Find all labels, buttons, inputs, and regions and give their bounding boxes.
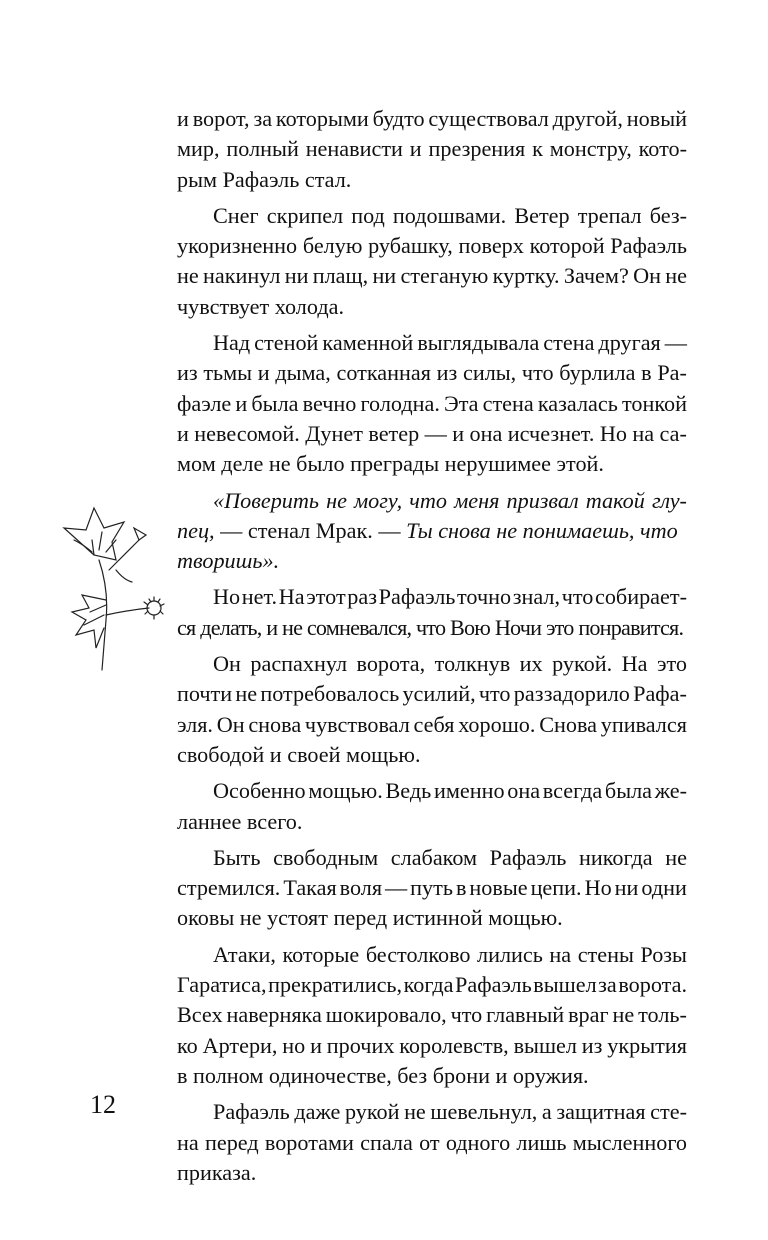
word: от bbox=[419, 1129, 440, 1155]
word: Снег bbox=[213, 202, 259, 228]
word: накинул bbox=[203, 263, 281, 289]
word: Атаки, bbox=[213, 941, 276, 967]
text-fragment: Ты снова не понимаешь, что bbox=[406, 517, 678, 543]
text-line: приказа. bbox=[177, 1159, 257, 1185]
paragraph-1 bbox=[177, 104, 687, 195]
word: укрытия bbox=[607, 1032, 687, 1058]
text-line: ланнее всего. bbox=[177, 808, 303, 834]
word: без- bbox=[649, 202, 687, 228]
text-line: чувствует холода. bbox=[177, 293, 345, 319]
body-text bbox=[177, 104, 687, 1188]
word: хорошо. bbox=[458, 711, 536, 737]
word: Такая bbox=[283, 875, 337, 901]
text-line bbox=[177, 358, 687, 388]
word: стена bbox=[543, 330, 595, 356]
word: но bbox=[282, 1032, 306, 1058]
word: собирает- bbox=[594, 584, 687, 610]
word: и bbox=[310, 1032, 322, 1058]
paragraph-2 bbox=[177, 201, 687, 322]
word: точно bbox=[457, 584, 512, 610]
word: не bbox=[404, 1099, 426, 1125]
word: исчезнет. bbox=[507, 420, 595, 446]
word: мысленного bbox=[572, 1129, 687, 1155]
text-line: в полном одиночестве, без брони и оружия. bbox=[177, 1062, 589, 1088]
text-line bbox=[177, 261, 687, 291]
paragraph-7 bbox=[177, 776, 687, 837]
word: Он bbox=[213, 651, 241, 677]
word: Розы bbox=[640, 941, 687, 967]
text-fragment: пец, bbox=[177, 517, 215, 543]
word: что bbox=[478, 681, 511, 707]
word: не bbox=[326, 487, 347, 513]
text-line bbox=[177, 516, 687, 546]
word: тьмы bbox=[203, 360, 253, 386]
flower-ornament-icon bbox=[54, 500, 174, 675]
word: она bbox=[507, 778, 541, 804]
word: Снова bbox=[539, 711, 597, 737]
text-line bbox=[177, 201, 687, 231]
word: Рафаэль bbox=[610, 233, 687, 259]
word: даже bbox=[294, 1099, 341, 1125]
text-line bbox=[177, 1128, 687, 1158]
word: одного bbox=[445, 1129, 511, 1155]
word: и bbox=[452, 420, 465, 446]
word: Эта bbox=[444, 390, 479, 416]
word: Рафаэль bbox=[489, 844, 567, 870]
word: когда bbox=[403, 972, 454, 998]
word: слабаком bbox=[390, 844, 478, 870]
word: стены bbox=[577, 941, 634, 967]
word: са- bbox=[659, 420, 687, 446]
word: не bbox=[665, 263, 687, 289]
text-line bbox=[177, 710, 687, 740]
word: кото- bbox=[638, 136, 687, 162]
word: толь- bbox=[638, 1002, 687, 1028]
word: не bbox=[177, 263, 199, 289]
word: могу, bbox=[354, 487, 403, 513]
word: враг bbox=[568, 1002, 609, 1028]
text-line bbox=[177, 873, 687, 903]
word: Рафаэль bbox=[455, 972, 532, 998]
word: существовал bbox=[428, 106, 549, 131]
word: именно bbox=[433, 778, 505, 804]
word: дыма, bbox=[275, 360, 331, 386]
word: призвал bbox=[506, 487, 579, 513]
word: из bbox=[177, 360, 198, 386]
word: Ра- bbox=[657, 360, 687, 386]
text-line bbox=[177, 843, 687, 873]
text-fragment: — стенал Мрак. — bbox=[214, 517, 407, 543]
word: всегда bbox=[542, 778, 603, 804]
word: знал, bbox=[512, 584, 561, 610]
word: этот bbox=[306, 584, 346, 610]
word: в bbox=[455, 875, 467, 901]
word: это bbox=[656, 651, 687, 677]
word: за bbox=[253, 106, 273, 131]
word: она bbox=[469, 420, 503, 446]
word: их bbox=[519, 651, 543, 677]
word: из bbox=[581, 1032, 603, 1058]
word: воротами bbox=[264, 1129, 354, 1155]
word: стена bbox=[482, 390, 534, 416]
word: никогда bbox=[578, 844, 653, 870]
word: бурлила bbox=[559, 360, 636, 386]
text-line bbox=[177, 486, 687, 516]
word: перед bbox=[204, 1129, 259, 1155]
word: сотканная bbox=[336, 360, 431, 386]
word: вышел bbox=[513, 1032, 577, 1058]
text-line bbox=[177, 940, 687, 970]
word: Ветер bbox=[514, 202, 570, 228]
word: снова bbox=[248, 711, 302, 737]
word: и bbox=[177, 420, 189, 446]
word: поверх bbox=[458, 233, 524, 259]
word: цепи. bbox=[530, 875, 582, 901]
word: стеганую bbox=[400, 263, 489, 289]
word: ни bbox=[284, 263, 309, 289]
word: и bbox=[235, 390, 248, 416]
word: вечно bbox=[302, 390, 357, 416]
word: Но bbox=[213, 584, 241, 610]
text-line bbox=[177, 970, 687, 1000]
word: шевельнул, bbox=[430, 1099, 538, 1125]
word: почти bbox=[177, 681, 233, 707]
word: ворот, bbox=[192, 106, 250, 131]
word: была bbox=[251, 390, 299, 416]
word: что bbox=[450, 1002, 483, 1028]
text-line bbox=[177, 582, 687, 612]
word: стремился. bbox=[177, 875, 281, 901]
word: Ведь bbox=[385, 778, 432, 804]
word: под bbox=[351, 202, 385, 228]
word: защитная bbox=[556, 1099, 646, 1125]
word: — bbox=[424, 420, 447, 446]
text-line bbox=[177, 1000, 687, 1030]
word: свободным bbox=[273, 844, 379, 870]
word: не bbox=[665, 844, 687, 870]
word: не bbox=[235, 681, 258, 707]
word: Гаратиса, bbox=[177, 972, 267, 998]
text-line bbox=[177, 649, 687, 679]
word: Рафаэль bbox=[213, 1099, 290, 1125]
word: сте- bbox=[650, 1099, 687, 1125]
word: королевств, bbox=[399, 1032, 509, 1058]
word: каменной bbox=[322, 330, 414, 356]
word: чувствовал bbox=[304, 711, 410, 737]
word: и bbox=[177, 106, 189, 131]
word: невесомой. bbox=[194, 420, 300, 446]
word: монстру, bbox=[549, 136, 632, 162]
text-line: творишь». bbox=[177, 548, 280, 574]
text-line bbox=[177, 419, 687, 449]
word: ни bbox=[372, 263, 397, 289]
text-line bbox=[177, 1031, 687, 1061]
word: на bbox=[177, 1129, 199, 1155]
word: Всех bbox=[177, 1002, 223, 1028]
word: фаэле bbox=[177, 390, 232, 416]
paragraph-3 bbox=[177, 328, 687, 479]
word: потребовалось bbox=[260, 681, 400, 707]
paragraph-8 bbox=[177, 843, 687, 934]
word: и bbox=[257, 360, 270, 386]
word: не bbox=[612, 1002, 635, 1028]
word: упивался bbox=[600, 711, 687, 737]
page-number: 12 bbox=[90, 1090, 116, 1119]
word: к bbox=[532, 136, 543, 162]
word: распахнул bbox=[250, 651, 348, 677]
word: другой, bbox=[552, 106, 623, 131]
word: лились bbox=[477, 941, 543, 967]
text-line bbox=[177, 389, 687, 419]
word: мощью. bbox=[308, 778, 383, 804]
word: раз bbox=[347, 584, 378, 610]
word: а bbox=[541, 1099, 552, 1125]
word: Он bbox=[633, 263, 661, 289]
word: рубашку, bbox=[368, 233, 453, 259]
paragraph-9 bbox=[177, 940, 687, 1091]
word: глу- bbox=[651, 487, 687, 513]
word: «Поверить bbox=[213, 487, 319, 513]
word: Артери, bbox=[202, 1032, 278, 1058]
word: была bbox=[604, 778, 653, 804]
word: трепал bbox=[577, 202, 642, 228]
word: шокировало, bbox=[325, 1002, 447, 1028]
word: Рафаэль bbox=[378, 584, 456, 610]
word: главный bbox=[486, 1002, 565, 1028]
word: одни bbox=[641, 875, 687, 901]
word: подошвами. bbox=[392, 202, 507, 228]
word: плащ, bbox=[312, 263, 369, 289]
word: ветер bbox=[368, 420, 420, 446]
word: спала bbox=[360, 1129, 413, 1155]
word: толкнув bbox=[434, 651, 511, 677]
word: же- bbox=[654, 778, 687, 804]
word: — bbox=[664, 330, 687, 356]
text-line: рым Рафаэль стал. bbox=[177, 166, 352, 192]
word: наверняка bbox=[226, 1002, 322, 1028]
word: на bbox=[632, 420, 655, 446]
text-line bbox=[177, 776, 687, 806]
word: рукой bbox=[344, 1099, 400, 1125]
word: куртку. bbox=[492, 263, 560, 289]
word: прочих bbox=[326, 1032, 395, 1058]
word: казалась bbox=[537, 390, 618, 416]
word: на bbox=[549, 941, 572, 967]
text-line bbox=[177, 328, 687, 358]
word: будто bbox=[372, 106, 425, 131]
word: стеной bbox=[254, 330, 319, 356]
word: тонкой bbox=[621, 390, 687, 416]
word: Особенно bbox=[213, 778, 306, 804]
word: нет. bbox=[241, 584, 278, 610]
word: воля bbox=[339, 875, 383, 901]
word: бестолково bbox=[365, 941, 471, 967]
word: усилий, bbox=[402, 681, 476, 707]
paragraph-6 bbox=[177, 649, 687, 770]
word: которые bbox=[282, 941, 360, 967]
text-line bbox=[177, 1097, 687, 1127]
word: которыми bbox=[275, 106, 369, 131]
word: которой bbox=[529, 233, 605, 259]
word: полный bbox=[226, 136, 299, 162]
word: Но bbox=[599, 420, 627, 446]
word: — bbox=[385, 875, 408, 901]
word: что bbox=[561, 584, 594, 610]
word: укоризненно bbox=[177, 233, 298, 259]
text-line bbox=[177, 679, 687, 709]
word: и bbox=[409, 136, 422, 162]
word: мир, bbox=[177, 136, 220, 162]
word: новые bbox=[469, 875, 528, 901]
word: скрипел bbox=[266, 202, 344, 228]
word: Дунет bbox=[305, 420, 363, 446]
word: прекратились, bbox=[268, 972, 403, 998]
word: белую bbox=[302, 233, 363, 259]
text-line: оковы не устоят перед истинной мощью. bbox=[177, 905, 563, 931]
word: лишь bbox=[516, 1129, 567, 1155]
paragraph-5 bbox=[177, 582, 687, 643]
word: выглядывала bbox=[417, 330, 540, 356]
word: Зачем? bbox=[563, 263, 629, 289]
word: Он bbox=[216, 711, 245, 737]
word: Быть bbox=[213, 844, 261, 870]
text-line bbox=[177, 134, 687, 164]
word: Над bbox=[213, 330, 251, 356]
word: такой bbox=[585, 487, 645, 513]
text-line: свободой и своей мощью. bbox=[177, 741, 421, 767]
paragraph-10 bbox=[177, 1097, 687, 1188]
word: вышел bbox=[533, 972, 597, 998]
word: На bbox=[621, 651, 648, 677]
word: силы, bbox=[462, 360, 517, 386]
word: другая bbox=[598, 330, 661, 356]
word: Рафа- bbox=[633, 681, 687, 707]
text-line: мом деле не было преграды нерушимее этой. bbox=[177, 451, 604, 477]
word: ни bbox=[614, 875, 639, 901]
word: себя bbox=[413, 711, 455, 737]
word: Но bbox=[584, 875, 612, 901]
paragraph-4 bbox=[177, 486, 687, 577]
word: ненависти bbox=[305, 136, 403, 162]
word: в bbox=[641, 360, 652, 386]
text-line bbox=[177, 104, 687, 134]
word: путь bbox=[410, 875, 453, 901]
word: за bbox=[598, 972, 617, 998]
word: из bbox=[436, 360, 458, 386]
text-line: ся делать, и не сомневался, что Вою Ночи это понравится. bbox=[177, 614, 684, 640]
word: голодна. bbox=[360, 390, 440, 416]
text-line bbox=[177, 231, 687, 261]
word: меня bbox=[454, 487, 500, 513]
word: На bbox=[278, 584, 305, 610]
word: ворота. bbox=[618, 972, 687, 998]
word: что bbox=[521, 360, 554, 386]
word: рукой. bbox=[552, 651, 613, 677]
word: ко bbox=[177, 1032, 198, 1058]
word: новый bbox=[626, 106, 687, 131]
word: что bbox=[409, 487, 447, 513]
word: раззадорило bbox=[513, 681, 630, 707]
word: эля. bbox=[177, 711, 213, 737]
word: ворота, bbox=[356, 651, 426, 677]
word: презрения bbox=[428, 136, 526, 162]
